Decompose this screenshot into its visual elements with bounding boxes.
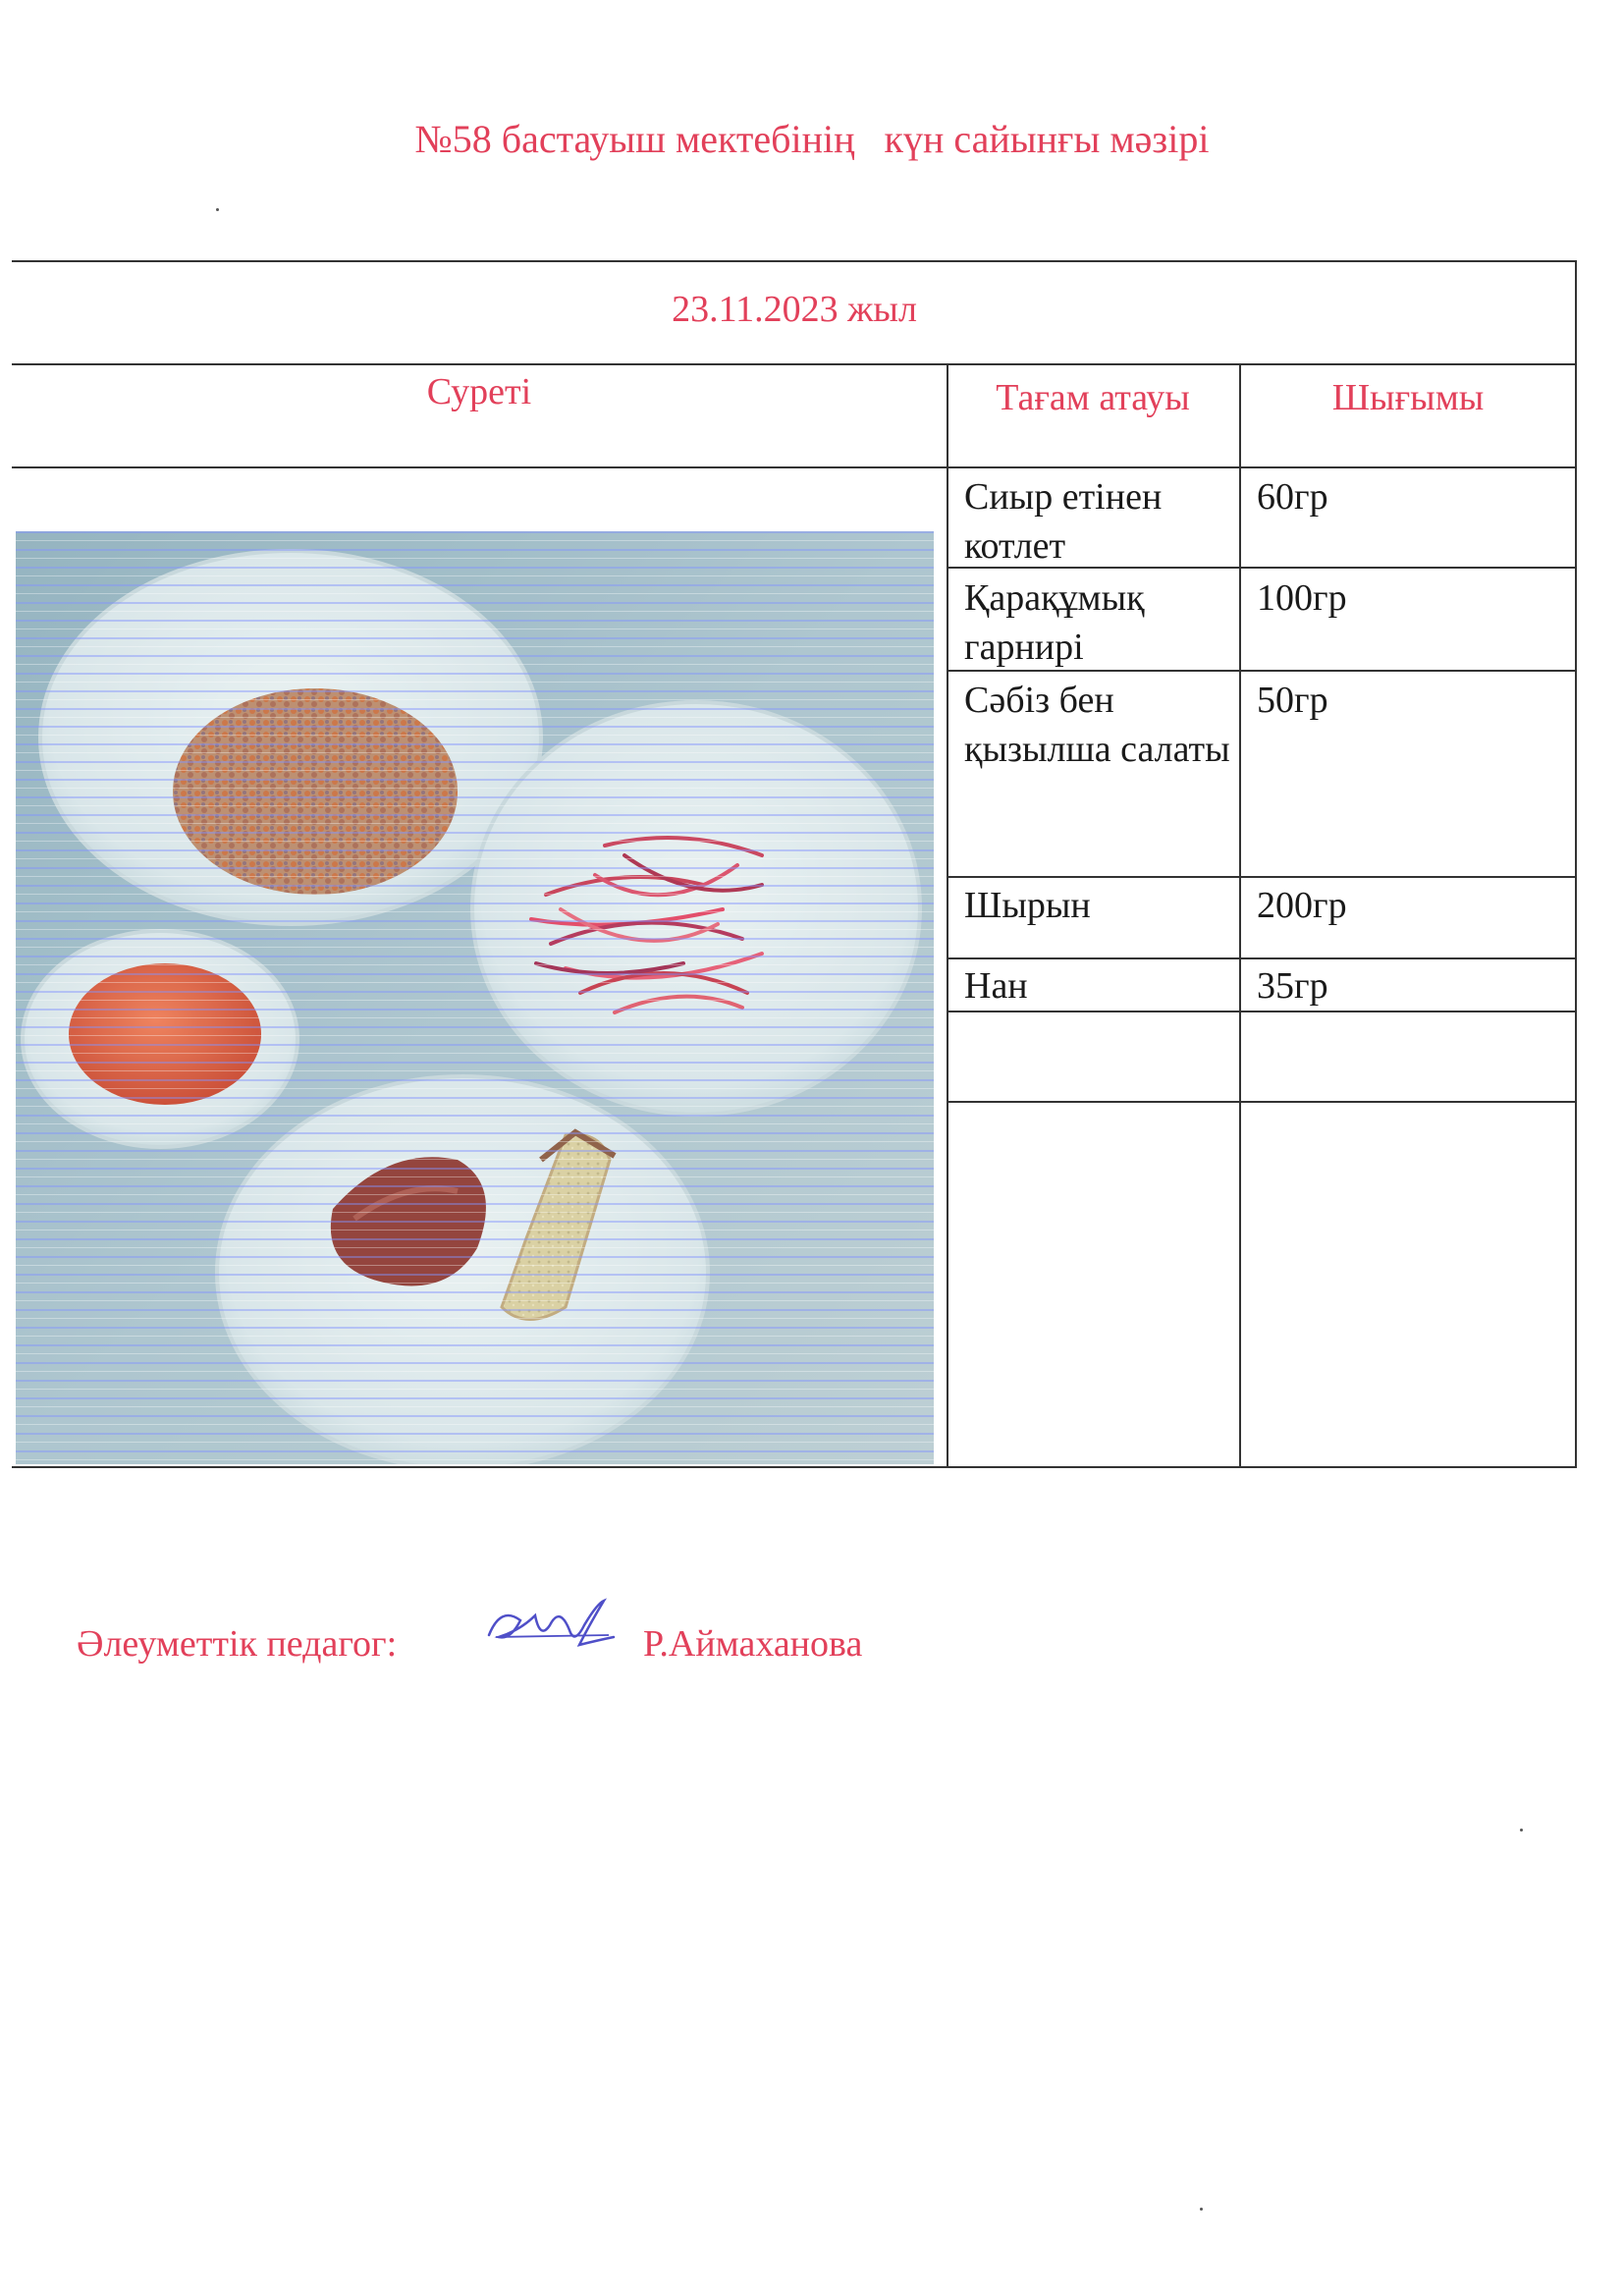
table-border bbox=[947, 363, 948, 1468]
dish-name: Сәбіз бен қызылша салаты bbox=[964, 680, 1230, 770]
dish-name: Нан bbox=[964, 965, 1028, 1007]
scan-speck bbox=[1520, 1829, 1523, 1831]
table-border bbox=[12, 1466, 1577, 1468]
dish-yield: 50гр bbox=[1257, 680, 1328, 721]
dish-name: Қарақұмық гарнирі bbox=[964, 577, 1145, 668]
page-title: №58 бастауыш мектебінің күн сайынғы мәзірі bbox=[414, 117, 1210, 161]
footer-role-label: Әлеуметтік педагог: bbox=[77, 1623, 398, 1665]
dish-name: Шырын bbox=[964, 885, 1091, 926]
dish-yield: 60гр bbox=[1257, 476, 1328, 518]
table-border bbox=[1575, 260, 1577, 1468]
table-border bbox=[947, 1011, 1577, 1012]
table-border bbox=[947, 957, 1577, 959]
menu-date: 23.11.2023 жыл bbox=[672, 289, 917, 330]
dish-yield: 100гр bbox=[1257, 577, 1347, 619]
column-header-dish: Тағам атауы bbox=[996, 377, 1190, 418]
column-header-yield: Шығымы bbox=[1331, 377, 1485, 418]
dish-name: Сиыр етінен котлет bbox=[964, 476, 1163, 567]
column-header-photo: Суреті bbox=[426, 371, 532, 412]
footer-name: Р.Аймаханова bbox=[643, 1623, 863, 1665]
scan-speck bbox=[1200, 2208, 1203, 2211]
table-border bbox=[947, 876, 1577, 878]
table-border bbox=[12, 466, 1577, 468]
scan-speck bbox=[216, 208, 219, 211]
dish-yield: 200гр bbox=[1257, 885, 1347, 926]
table-border bbox=[12, 363, 1577, 365]
dish-yield: 35гр bbox=[1257, 965, 1328, 1007]
table-border bbox=[947, 1101, 1577, 1103]
signature-mark bbox=[481, 1586, 619, 1665]
meal-photo bbox=[16, 531, 934, 1464]
